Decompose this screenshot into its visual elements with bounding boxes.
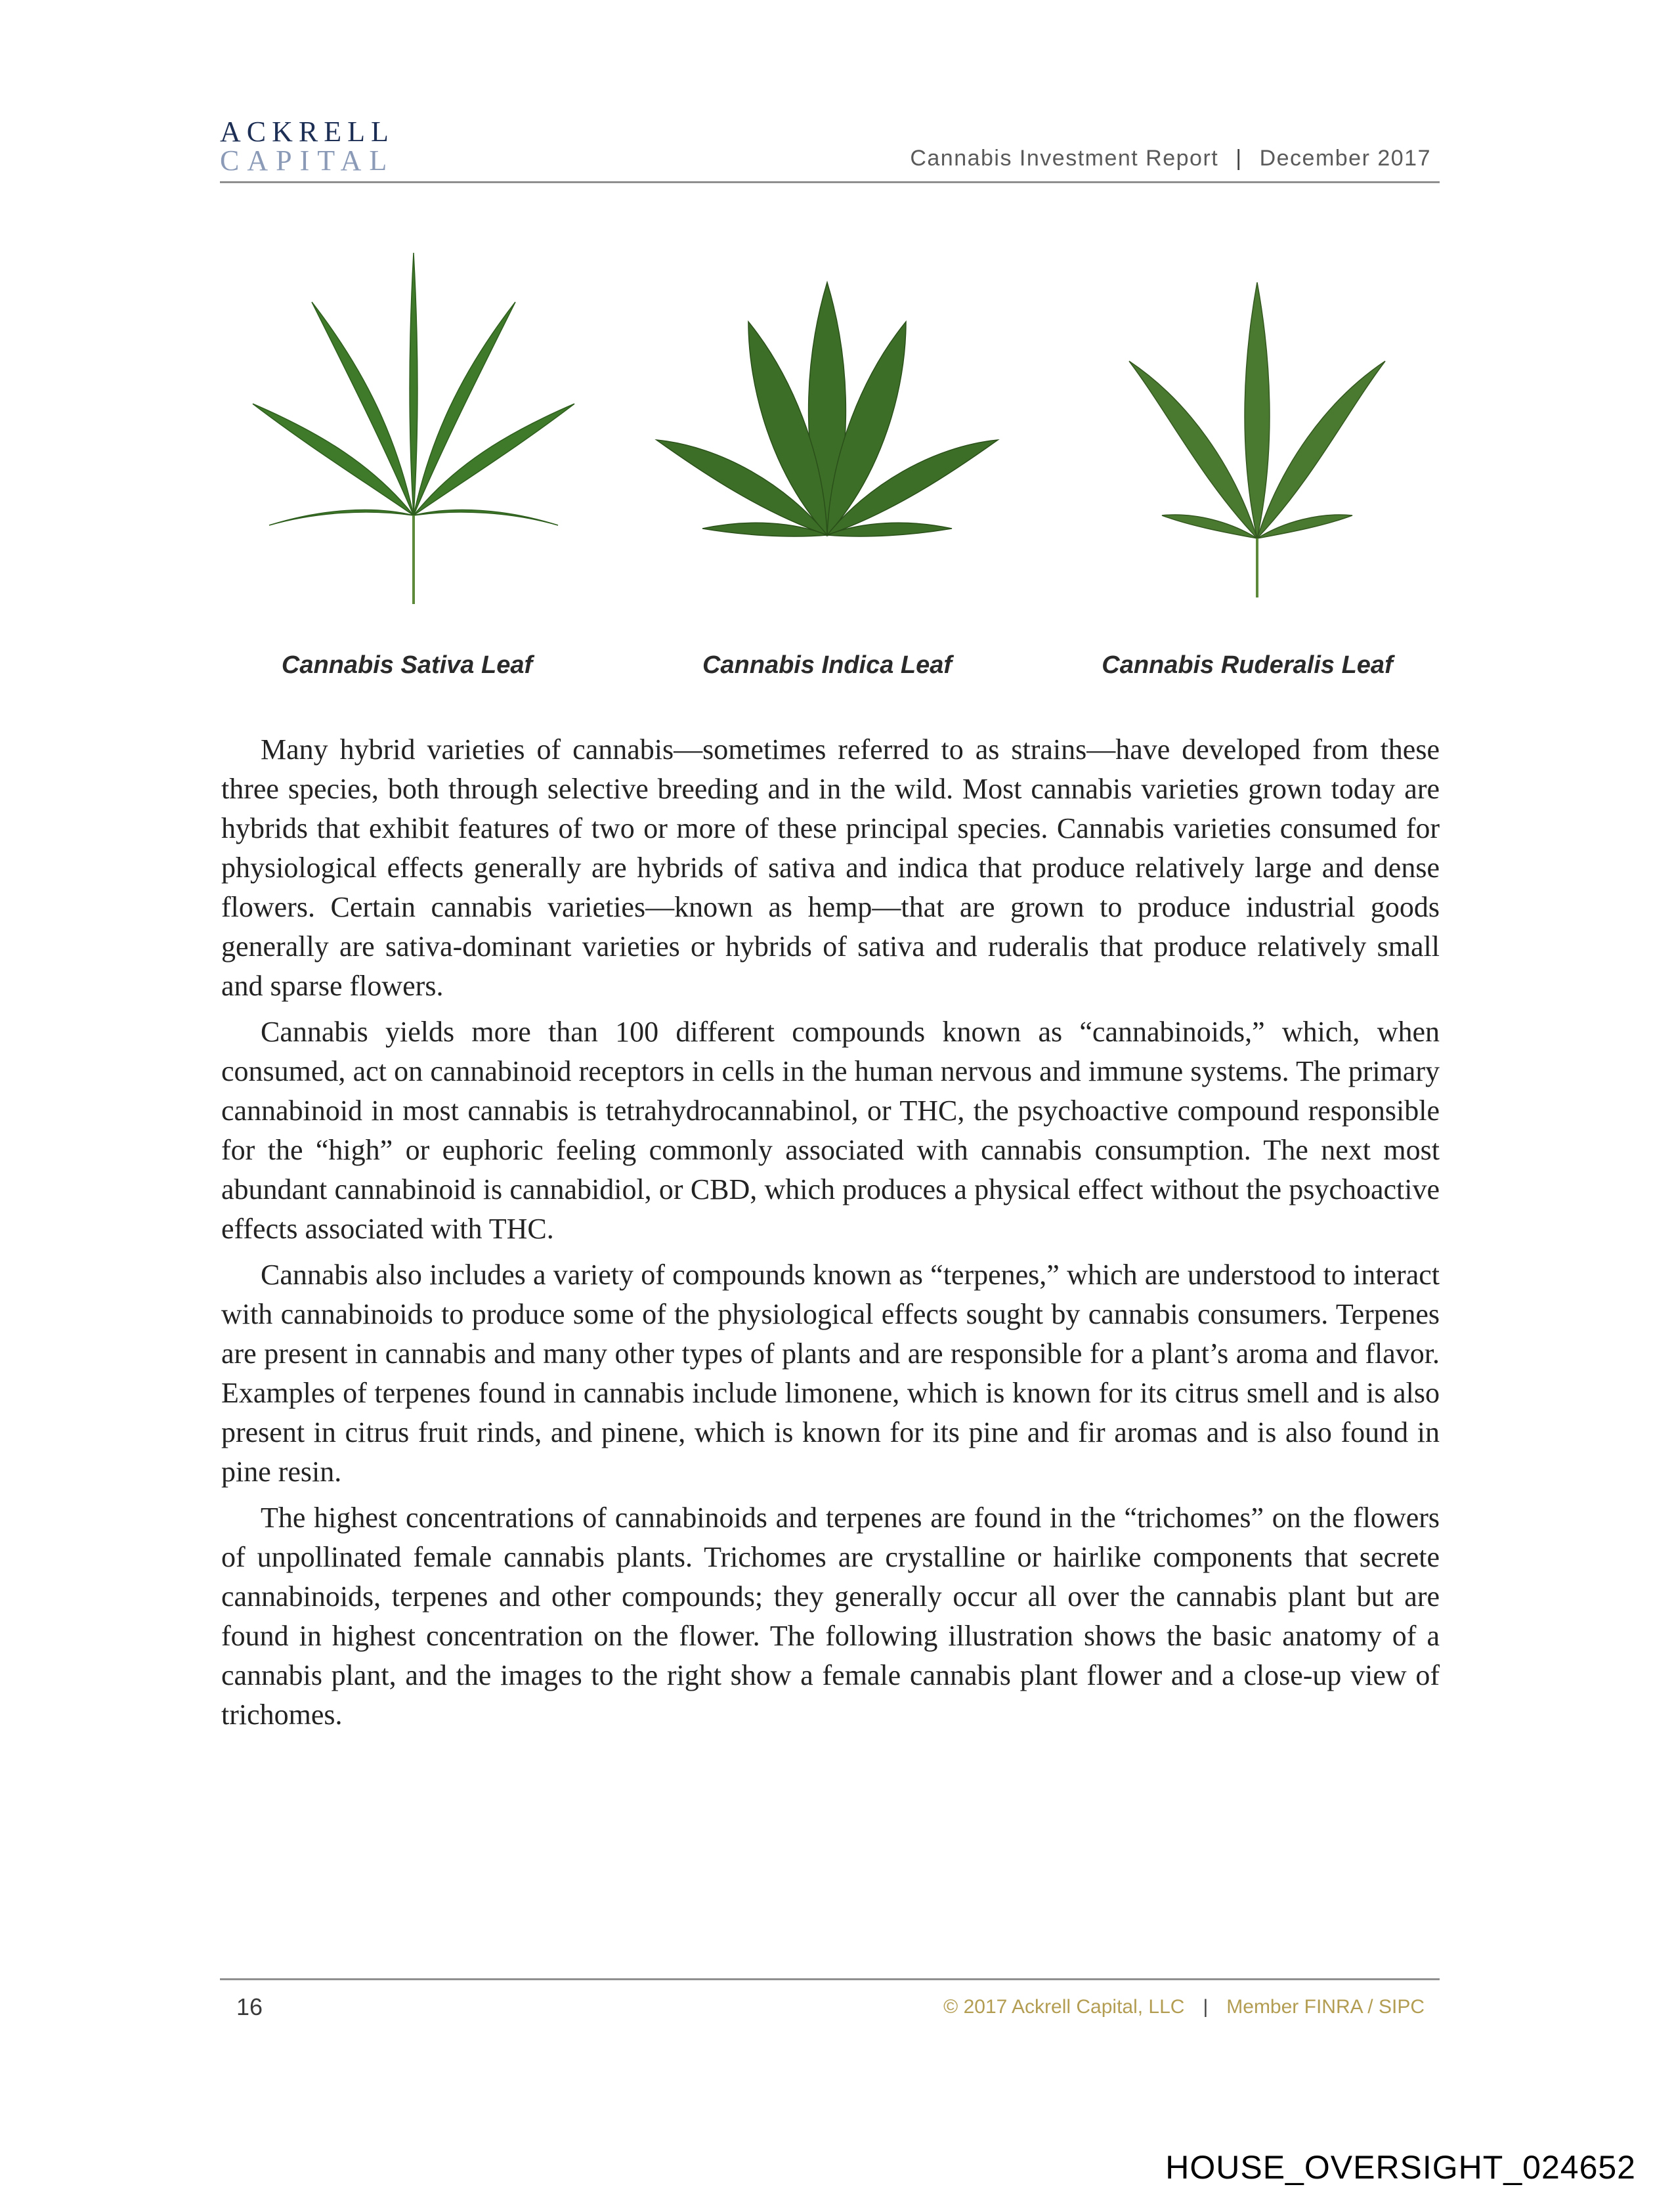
- report-date: December 2017: [1259, 146, 1431, 171]
- figure-caption-ruderalis: Cannabis Ruderalis Leaf: [1102, 651, 1393, 679]
- body-text: [221, 730, 1440, 1741]
- paragraph: Cannabis yields more than 100 different compounds known as “cannabinoids,” which, when consumed, act on cannabinoid receptors in cells in the human nervous and immune systems. The primary cannabinoid in most cannabis is tetrahydrocannabinol, or THC, the psychoactive compound responsible for the “high” or euphoric feeling commonly associated with cannabis consumption. The next most abundant cannabinoid is cannabidiol, or CBD, which produces a physical effect without the psychoactive effects associated with THC.: [221, 1016, 1440, 1245]
- footer-separator: |: [1203, 1996, 1209, 2018]
- paragraph: Many hybrid varieties of cannabis—sometimes referred to as strains—have developed from these three species, both through selective breeding and in the wild. Most cannabis varieties grown today are hybrids that exhibit features of two or more of these principal species. Cannabis varieties consumed for physiological effects generally are hybrids of sativa and indica that produce relatively large and dense flowers. Certain cannabis varieties—known as hemp—that are grown to produce industrial goods generally are sativa-dominant varieties or hybrids of sativa and ruderalis that produce relatively small and sparse flowers.: [221, 733, 1440, 1002]
- header-separator: |: [1235, 146, 1243, 171]
- report-title: Cannabis Investment Report: [910, 146, 1219, 171]
- page-number: 16: [236, 1993, 263, 2020]
- indica-leaf-icon: [650, 276, 1004, 552]
- footer-rule: [220, 1978, 1440, 1980]
- company-logo: [220, 117, 404, 175]
- logo-line-1: ACKRELL: [220, 116, 395, 148]
- paragraph: Cannabis also includes a variety of compounds known as “terpenes,” which are understood to interact with cannabinoids to produce some of the physiological effects sought by cannabis consumers. Terpenes are present in cannabis and many other types of plants and are responsible for a plant’s aroma and flavor. Examples of terpenes found in cannabis include limonene, which is known for its citrus smell and is also present in citrus fruit rinds, and pinene, which is known for its pine and fir aromas and is also found in pine resin.: [221, 1259, 1440, 1488]
- copyright-notice: © 2017 Ackrell Capital, LLC: [943, 1996, 1185, 2018]
- membership-notice: Member FINRA / SIPC: [1226, 1996, 1425, 2018]
- figure-caption-indica: Cannabis Indica Leaf: [702, 651, 953, 679]
- footer-info: [943, 1996, 1425, 2018]
- header-rule: [220, 181, 1440, 183]
- logo-line-2: CAPITAL: [220, 144, 395, 177]
- report-header: [910, 146, 1431, 171]
- ruderalis-leaf-icon: [1116, 276, 1418, 604]
- sativa-leaf-icon: [236, 249, 591, 617]
- paragraph: The highest concentrations of cannabinoids and terpenes are found in the “trichomes” on the flowers of unpollinated female cannabis plants. Trichomes are crystalline or hairlike components that secrete cannabinoids, terpenes and other compounds; they generally occur all over the cannabis plant but are found in highest concentration on the flower. The following illustration shows the basic anatomy of a cannabis plant, and the images to the right show a female cannabis plant flower and a close-up view of trichomes.: [221, 1502, 1440, 1731]
- bates-number: HOUSE_OVERSIGHT_024652: [1165, 2149, 1636, 2186]
- figure-caption-sativa: Cannabis Sativa Leaf: [281, 651, 533, 679]
